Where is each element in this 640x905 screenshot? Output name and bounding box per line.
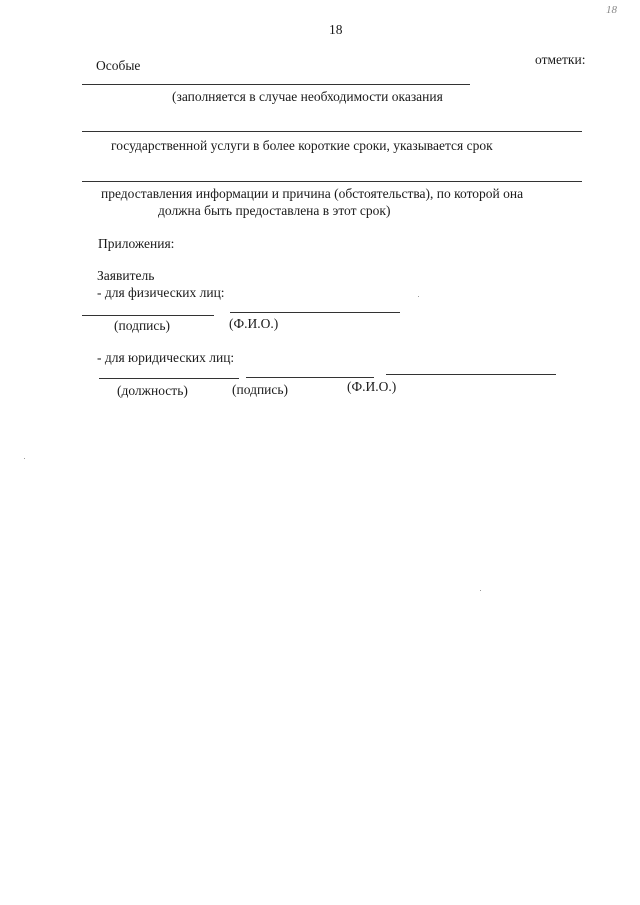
legal-position-line[interactable] bbox=[99, 378, 239, 379]
legal-position-caption: (должность) bbox=[117, 383, 188, 398]
legal-name-caption: (Ф.И.О.) bbox=[347, 379, 397, 394]
legal-name-line[interactable] bbox=[386, 374, 556, 375]
special-notes-label: Особые bbox=[96, 58, 141, 73]
special-notes-hint-1: (заполняется в случае необходимости оказания bbox=[172, 89, 443, 104]
individuals-name-caption: (Ф.И.О.) bbox=[229, 316, 279, 331]
scan-speck bbox=[24, 458, 25, 459]
scan-speck bbox=[480, 590, 481, 591]
applicant-title: Заявитель bbox=[97, 268, 155, 283]
legal-signature-caption: (подпись) bbox=[232, 382, 289, 397]
handwritten-page-mark: 18 bbox=[606, 4, 617, 16]
legal-entities-label: - для юридических лиц: bbox=[97, 350, 235, 365]
special-notes-fill-line-2[interactable] bbox=[82, 131, 582, 132]
individuals-label: - для физических лиц: bbox=[97, 285, 225, 300]
special-notes-label-right: отметки: bbox=[535, 52, 586, 67]
individuals-name-line[interactable] bbox=[230, 312, 400, 313]
scan-speck bbox=[418, 296, 419, 297]
attachments-label: Приложения: bbox=[98, 236, 175, 251]
special-notes-hint-4: должна быть предоставлена в этот срок) bbox=[158, 203, 391, 218]
special-notes-fill-line-1[interactable] bbox=[82, 84, 470, 85]
special-notes-hint-3: предоставления информации и причина (обстоятельства), по которой она bbox=[101, 186, 524, 201]
special-notes-hint-2: государственной услуги в более короткие сроки, указывается срок bbox=[111, 138, 493, 153]
individuals-signature-line[interactable] bbox=[82, 315, 214, 316]
legal-signature-line[interactable] bbox=[246, 377, 374, 378]
special-notes-fill-line-3[interactable] bbox=[82, 181, 582, 182]
individuals-signature-caption: (подпись) bbox=[114, 318, 171, 333]
page-number: 18 bbox=[329, 22, 343, 37]
